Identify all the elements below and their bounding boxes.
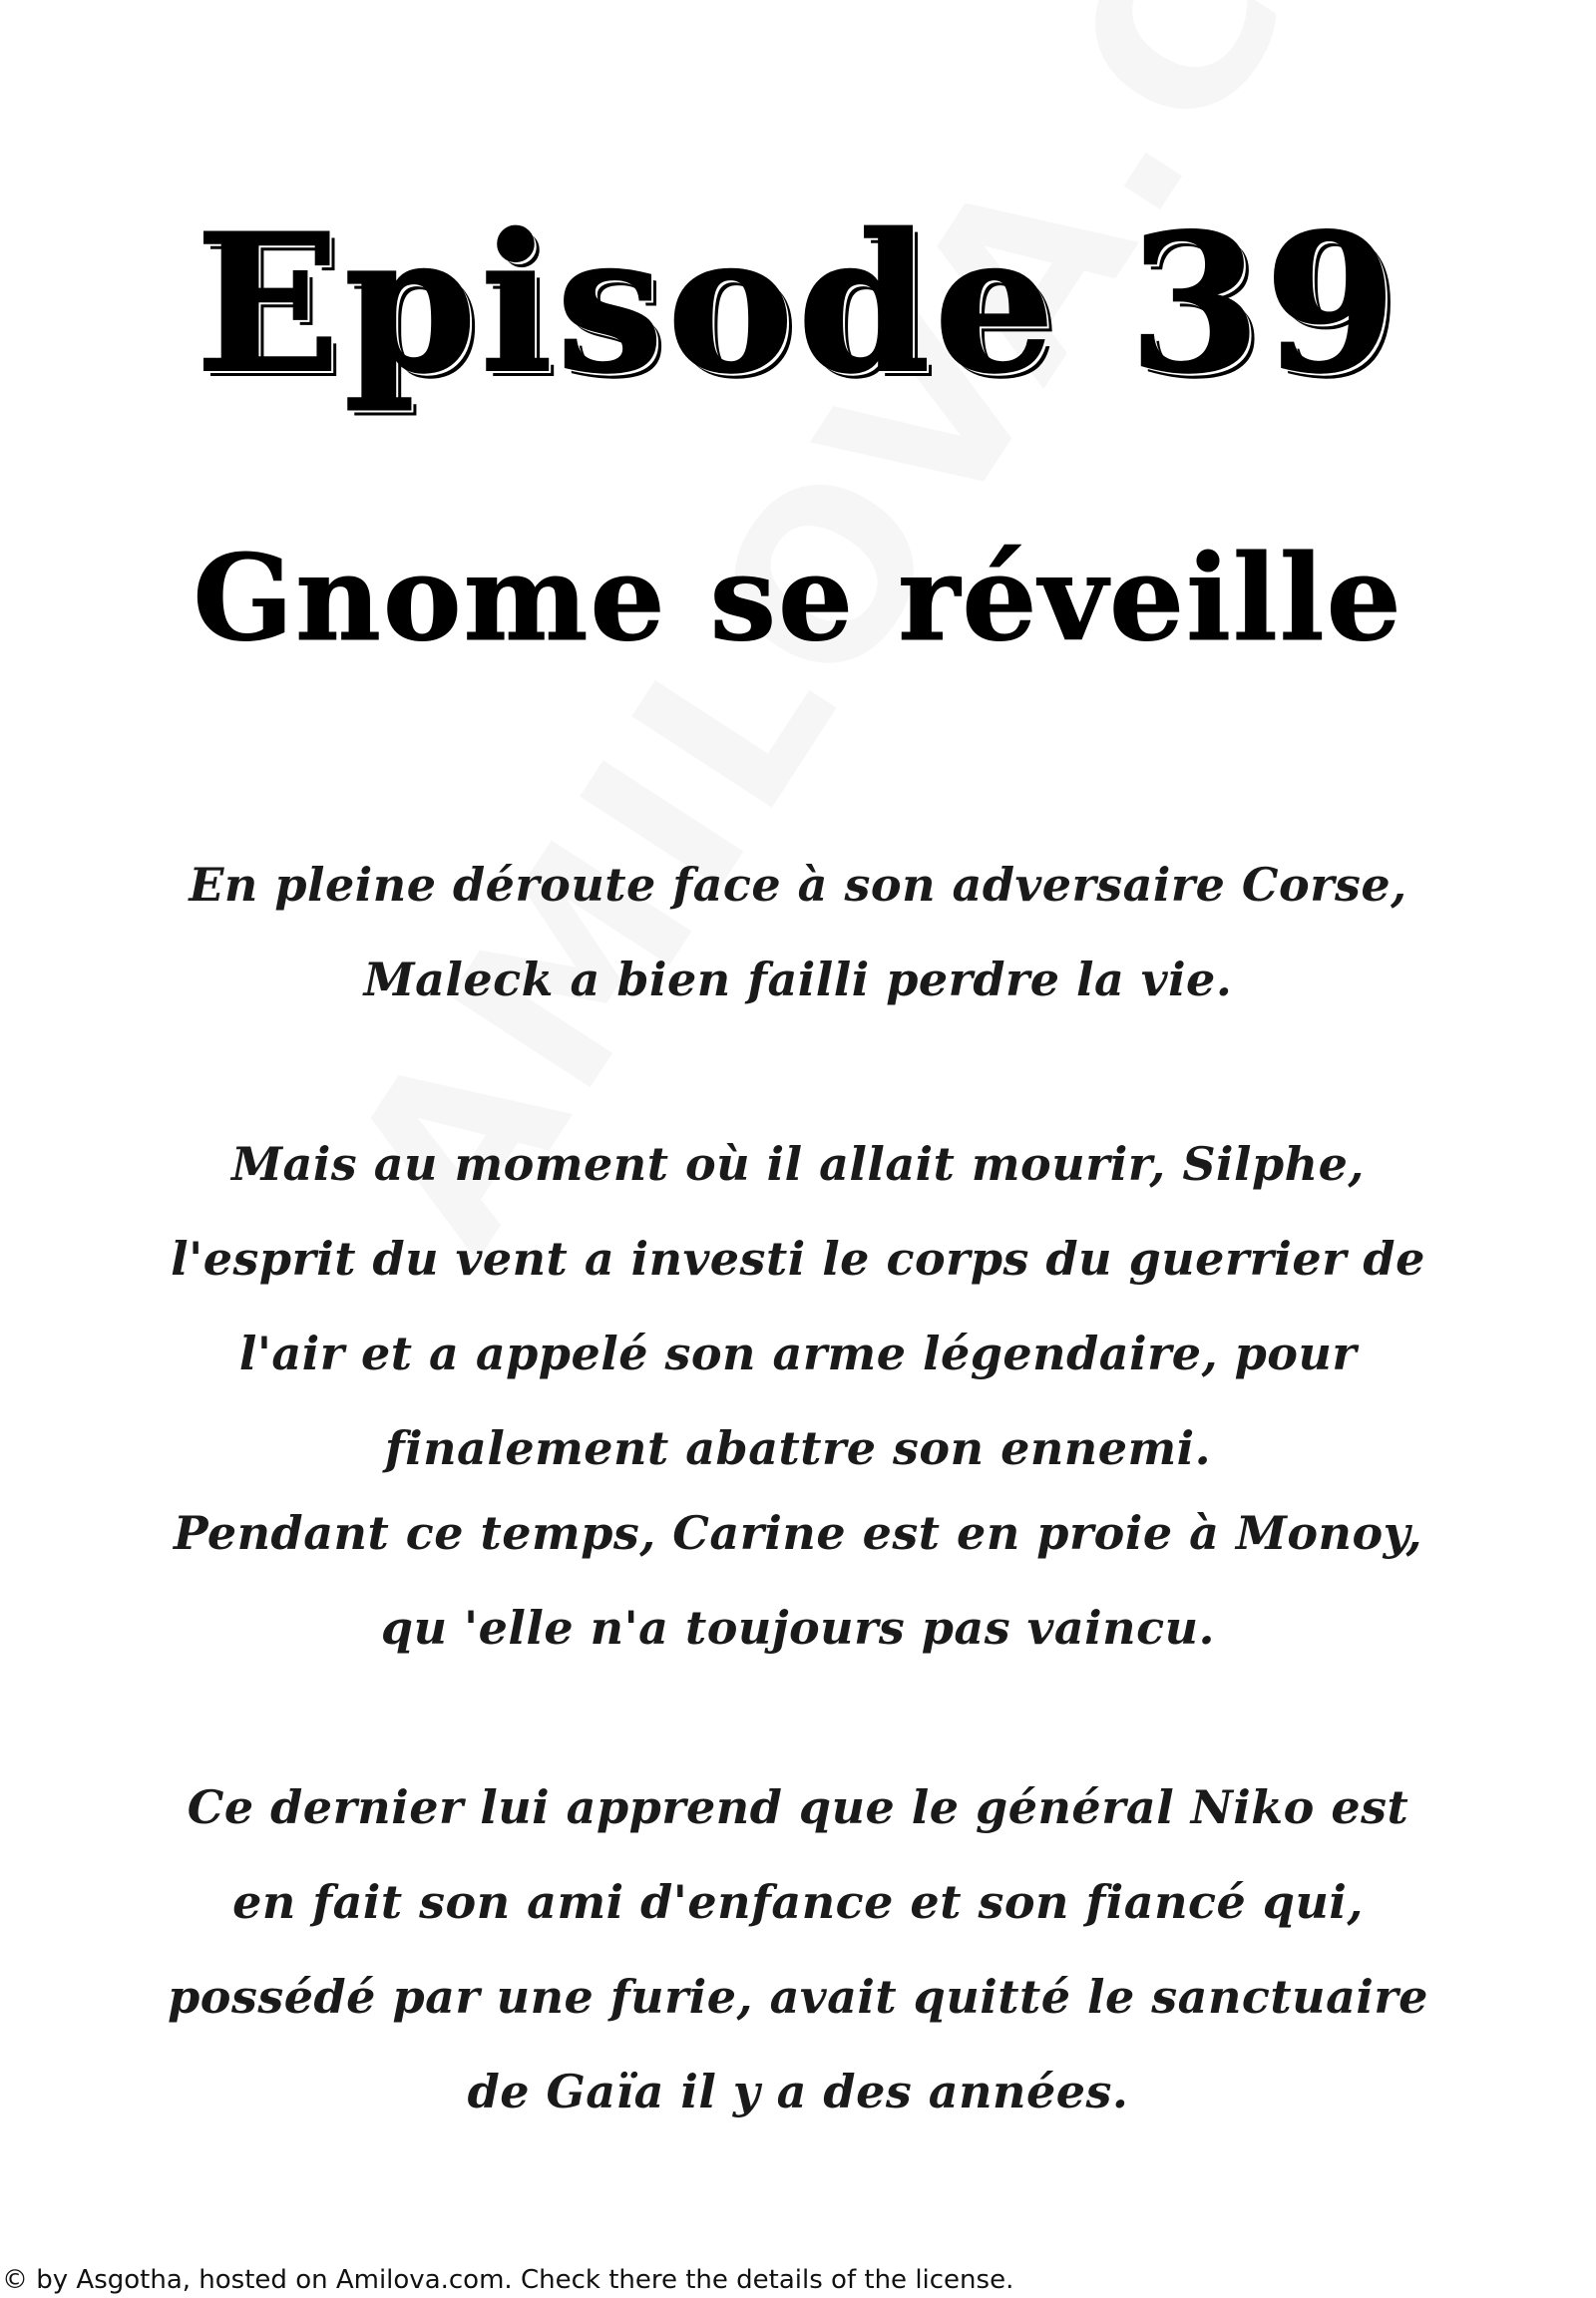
summary-paragraph-1: En pleine déroute face à son adversaire Corse, Maleck a bien failli perdre la vie. bbox=[189, 858, 1407, 1006]
episode-title: Episode 39 bbox=[196, 192, 1400, 415]
episode-subtitle: Gnome se réveille bbox=[193, 529, 1403, 667]
license-footer: © by Asgotha, hosted on Amilova.com. Check there the details of the license. bbox=[2, 2265, 1014, 2295]
summary-paragraph-2: Mais au moment où il allait mourir, Silphe, l'esprit du vent a investi le corps du guerrier de l'air et a appelé son arme légendaire, pour finalement abattre son ennemi. bbox=[171, 1137, 1425, 1475]
summary-paragraph-4: Ce dernier lui apprend que le général Niko est en fait son ami d'enfance et son fiancé qui, possédé par une furie, avait quitté le sanctuaire de Gaïa il y a des années. bbox=[168, 1780, 1428, 2118]
summary-paragraph-3: Pendant ce temps, Carine est en proie à Monoy, qu 'elle n'a toujours pas vaincu. bbox=[173, 1506, 1423, 1655]
